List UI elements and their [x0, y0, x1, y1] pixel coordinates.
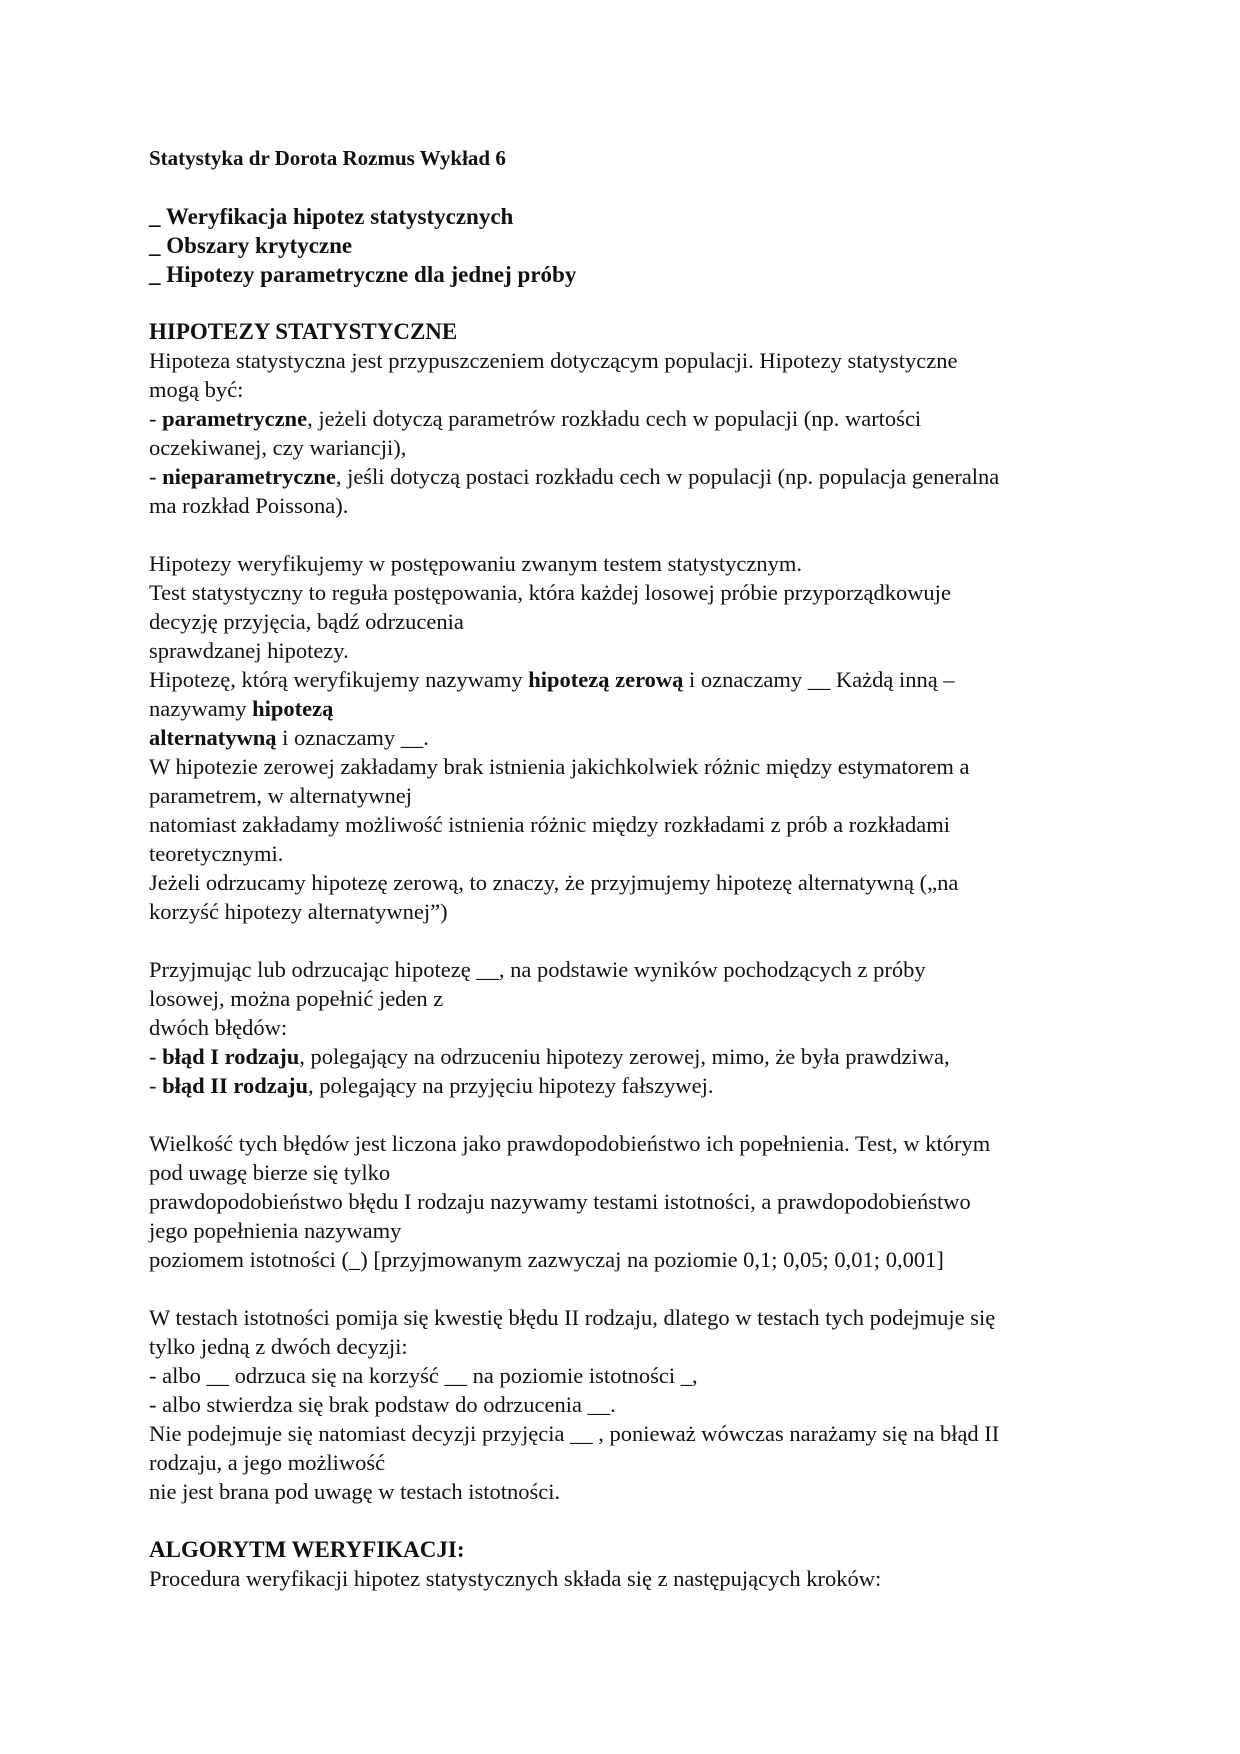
bullet-dash: - — [149, 464, 163, 489]
bullet-text: , polegający na przyjęciu hipotezy fałszywej. — [308, 1073, 714, 1098]
spacer — [149, 1274, 1110, 1303]
text-run: Hipotezę, którą weryfikujemy nazywamy — [149, 667, 529, 692]
paragraph-line — [149, 694, 1110, 723]
text-run: i oznaczamy __. — [276, 725, 429, 750]
paragraph-line: Hipoteza statystyczna jest przypuszczeniem dotyczącym populacji. Hipotezy statystyczne — [149, 348, 958, 373]
paragraph-line: jego popełnienia nazywamy — [149, 1218, 402, 1243]
paragraph-line: sprawdzanej hipotezy. — [149, 638, 349, 663]
bold-term: błąd II rodzaju — [162, 1073, 309, 1098]
paragraph-line: W hipotezie zerowej zakładamy brak istnienia jakichkolwiek różnic między estymatorem a — [149, 754, 970, 779]
bold-term: alternatywną — [149, 725, 277, 750]
paragraph-line: dwóch błędów: — [149, 1015, 288, 1040]
bold-term: nieparametryczne — [162, 464, 336, 489]
paragraph-line: Jeżeli odrzucamy hipotezę zerową, to znaczy, że przyjmujemy hipotezę alternatywną („na — [149, 870, 959, 895]
paragraph-line: natomiast zakładamy możliwość istnienia różnic między rozkładami z prób a rozkładami — [149, 812, 950, 837]
bullet-text: , polegający na odrzuceniu hipotezy zerowej, mimo, że była prawdziwa, — [299, 1044, 950, 1069]
bullet-dash: - — [149, 1044, 163, 1069]
bullet-text: , jeśli dotyczą postaci rozkładu cech w populacji (np. populacja generalna — [335, 464, 1000, 489]
bullet-nieparametryczne — [149, 462, 1110, 491]
paragraph-line: nie jest brana pod uwagę w testach istotności. — [149, 1479, 561, 1504]
paragraph-line-hipoteza-zerowa — [149, 665, 1110, 694]
topic-item: _ Obszary krytyczne — [149, 233, 353, 258]
paragraph-line: - albo __ odrzuca się na korzyść __ na poziomie istotności _, — [149, 1363, 698, 1388]
section-heading-algorytm: ALGORYTM WERYFIKACJI: — [149, 1537, 465, 1562]
topic-item: _ Hipotezy parametryczne dla jednej próby — [149, 262, 577, 287]
paragraph-line: parametrem, w alternatywnej — [149, 783, 413, 808]
paragraph-line: Przyjmując lub odrzucając hipotezę __, na podstawie wyników pochodzących z próby — [149, 957, 926, 982]
paragraph-line: Nie podejmuje się natomiast decyzji przyjęcia __ , ponieważ wówczas narażamy się na błąd II — [149, 1421, 1000, 1446]
bold-term: parametryczne — [162, 406, 308, 431]
bullet-text: , jeżeli dotyczą parametrów rozkładu cech w populacji (np. wartości — [307, 406, 922, 431]
paragraph-line: oczekiwanej, czy wariancji), — [149, 435, 407, 460]
section-heading-hipotezy: HIPOTEZY STATYSTYCZNE — [149, 319, 458, 344]
paragraph-line — [149, 723, 1110, 752]
text-run: i oznaczamy __ Każdą inną – — [683, 667, 955, 692]
spacer — [149, 520, 1110, 549]
bullet-dash: - — [149, 1073, 163, 1098]
paragraph-line: tylko jedną z dwóch decyzji: — [149, 1334, 408, 1359]
paragraph-line: Hipotezy weryfikujemy w postępowaniu zwanym testem statystycznym. — [149, 551, 802, 576]
bullet-blad-i-rodzaju — [149, 1042, 1110, 1071]
paragraph-line: Procedura weryfikacji hipotez statystycznych składa się z następujących kroków: — [149, 1566, 882, 1591]
paragraph-line: decyzję przyjęcia, bądź odrzucenia — [149, 609, 464, 634]
paragraph-line: korzyść hipotezy alternatywnej”) — [149, 899, 448, 924]
topic-list — [149, 202, 1110, 289]
bullet-parametryczne — [149, 404, 1110, 433]
paragraph-line: mogą być: — [149, 377, 244, 402]
paragraph-line: pod uwagę bierze się tylko — [149, 1160, 391, 1185]
bullet-dash: - — [149, 406, 163, 431]
topic-item: _ Weryfikacja hipotez statystycznych — [149, 204, 514, 229]
bold-term: hipotezą — [252, 696, 334, 721]
spacer — [149, 1506, 1110, 1535]
document-title: Statystyka dr Dorota Rozmus Wykład 6 — [149, 146, 506, 170]
paragraph-line: rodzaju, a jego możliwość — [149, 1450, 386, 1475]
paragraph-line: W testach istotności pomija się kwestię błędu II rodzaju, dlatego w testach tych podejmuje się — [149, 1305, 996, 1330]
paragraph-line: prawdopodobieństwo błędu I rodzaju nazywamy testami istotności, a prawdopodobieństwo — [149, 1189, 971, 1214]
paragraph-line: ma rozkład Poissona). — [149, 493, 349, 518]
paragraph-line: losowej, można popełnić jeden z — [149, 986, 444, 1011]
paragraph-line: teoretycznymi. — [149, 841, 284, 866]
spacer — [149, 1100, 1110, 1129]
text-run: nazywamy — [149, 696, 253, 721]
paragraph-line: - albo stwierdza się brak podstaw do odrzucenia __. — [149, 1392, 616, 1417]
spacer — [149, 926, 1110, 955]
paragraph-line: Wielkość tych błędów jest liczona jako prawdopodobieństwo ich popełnienia. Test, w którym — [149, 1131, 991, 1156]
paragraph-line: poziomem istotności (_) [przyjmowanym zazwyczaj na poziomie 0,1; 0,05; 0,01; 0,001] — [149, 1247, 944, 1272]
bold-term: błąd I rodzaju — [162, 1044, 300, 1069]
bullet-blad-ii-rodzaju — [149, 1071, 1110, 1100]
bold-term: hipotezą zerową — [528, 667, 684, 692]
paragraph-line: Test statystyczny to reguła postępowania, która każdej losowej próbie przyporządkowuje — [149, 580, 951, 605]
